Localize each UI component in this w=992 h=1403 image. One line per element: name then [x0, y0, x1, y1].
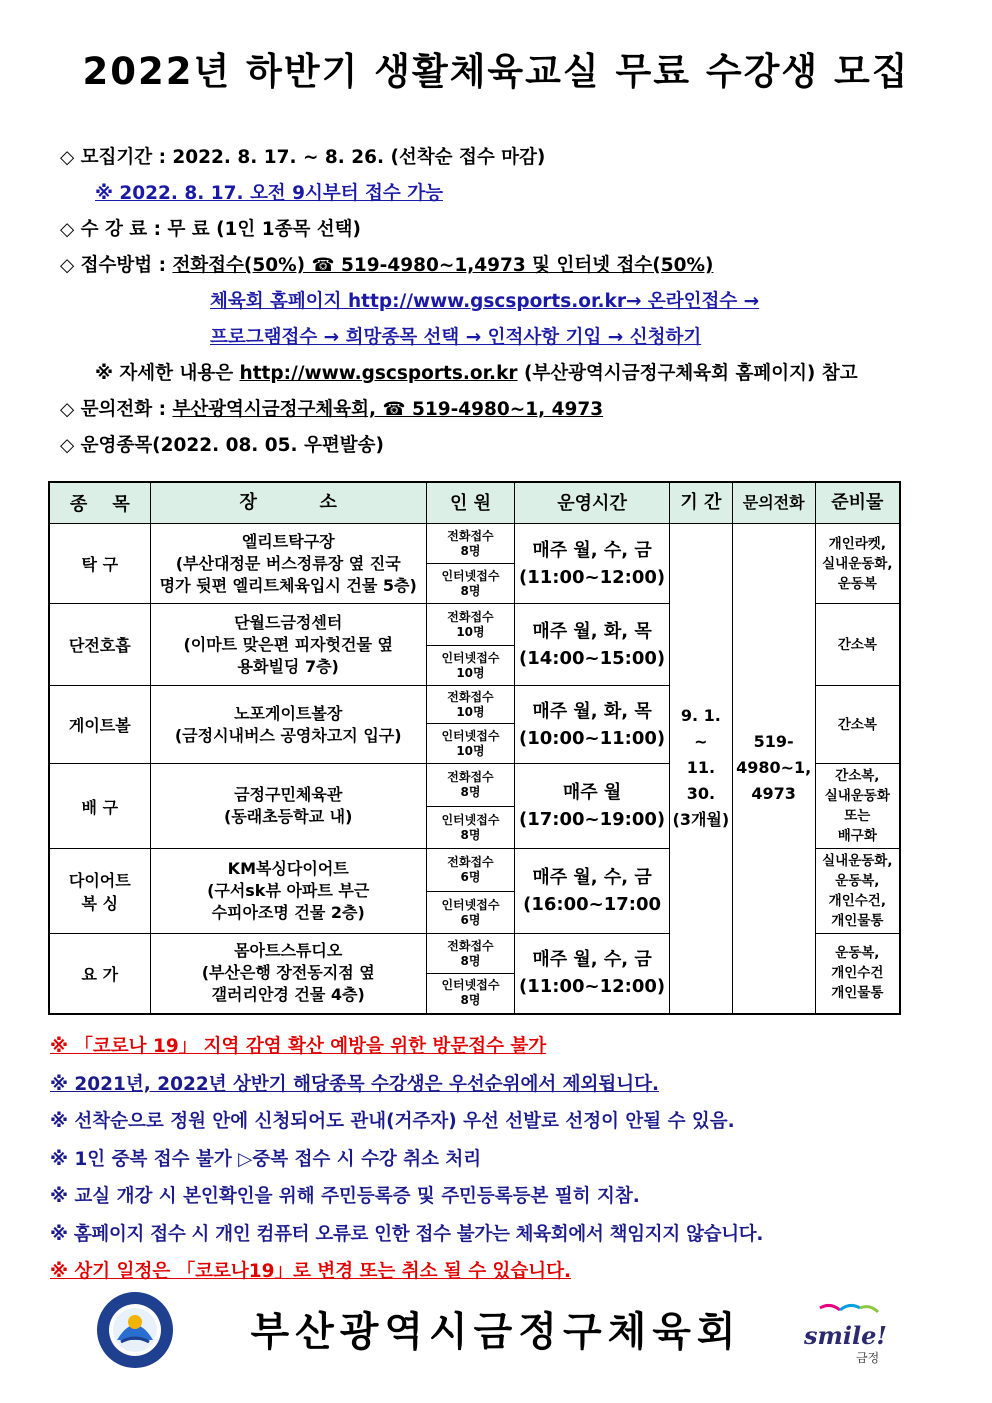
schedule-time-cell: 매주 월, 수, 금 (16:00~17:00: [515, 849, 670, 934]
internet-capacity-cell: 인터넷접수 6명: [426, 892, 514, 934]
internet-capacity-cell: 인터넷접수 8명: [426, 807, 514, 849]
table-row: [49, 524, 900, 564]
header-place: 장 소: [150, 482, 426, 524]
header-period: 기 간: [670, 482, 733, 524]
internet-capacity-cell: 인터넷접수 10명: [426, 646, 514, 686]
page-title: 2022년 하반기 생활체육교실 무료 수강생 모집: [82, 50, 910, 93]
schedule-time-cell: 매주 월, 화, 목 (14:00~15:00): [515, 604, 670, 686]
place-cell: 엘리트탁구장 (부산대정문 버스정류장 옆 진국 명가 뒷편 엘리트체육입시 건물 5층): [150, 524, 426, 604]
note-item: ※ 「코로나 19」 지역 감염 확산 예방을 위한 방문접수 불가: [50, 1036, 547, 1057]
detail-line: [60, 356, 960, 392]
place-cell: 금정구민체육관 (동래초등학교 내): [150, 764, 426, 849]
sport-kind-cell: 요 가: [49, 934, 150, 1014]
smile-geumjeong-logo: [800, 1300, 890, 1370]
header-kind: 종 목: [49, 482, 150, 524]
period-line: ◇ 모집기간 : 2022. 8. 17. ~ 8. 26. (선착순 접수 마감): [60, 147, 546, 168]
supplies-cell: 간소복: [815, 686, 900, 764]
info-section: [60, 140, 960, 464]
sport-kind-cell: 단전호흡: [49, 604, 150, 686]
fee-line: ◇ 수 강 료 : 무 료 (1인 1종목 선택): [60, 219, 361, 240]
programs-label: ◇ 운영종목(2022. 08. 05. 우편발송): [60, 435, 384, 456]
method-steps-line: 프로그램접수 → 희망종목 선택 → 인적사항 기입 → 신청하기: [210, 327, 702, 348]
org-name-footer: 부산광역시금정구체육회: [250, 1309, 742, 1355]
phone-capacity-cell: 전화접수 6명: [426, 849, 514, 892]
supplies-cell: 개인라켓, 실내운동화, 운동복: [815, 524, 900, 604]
method-prefix: ◇ 접수방법 :: [60, 255, 173, 276]
method-link-line[interactable]: 체육회 홈페이지 http://www.gscsports.or.kr→ 온라인접수 →: [210, 291, 760, 312]
contact-line: [60, 392, 960, 428]
header-time: 운영시간: [515, 482, 670, 524]
contact-prefix: ◇ 문의전화 :: [60, 399, 173, 420]
header-tel: 문의전화: [732, 482, 815, 524]
note-item: ※ 교실 개강 시 본인확인을 위해 주민등록증 및 주민등록등본 필히 지참.: [50, 1186, 640, 1207]
schedule-time-cell: 매주 월, 화, 목 (10:00~11:00): [515, 686, 670, 764]
program-table: [48, 481, 901, 1015]
phone-capacity-cell: 전화접수 8명: [426, 934, 514, 974]
supplies-cell: 실내운동화, 운동복, 개인수건, 개인물통: [815, 849, 900, 934]
supplies-cell: 간소복: [815, 604, 900, 686]
period-note: ※ 2022. 8. 17. 오전 9시부터 접수 가능: [95, 183, 443, 204]
place-cell: 몸아트스튜디오 (부산은행 장전동지점 옆 갤러리안경 건물 4층): [150, 934, 426, 1014]
sport-kind-cell: 배 구: [49, 764, 150, 849]
period-cell: 9. 1. ~ 11. 30. (3개월): [670, 524, 733, 1014]
schedule-time-cell: 매주 월 (17:00~19:00): [515, 764, 670, 849]
internet-capacity-cell: 인터넷접수 8명: [426, 974, 514, 1014]
smile-text: smile!: [804, 1321, 887, 1350]
smile-sub-text: 금정: [856, 1351, 880, 1365]
note-item: ※ 홈페이지 접수 시 개인 컴퓨터 오류로 인한 접수 불가는 체육회에서 책임지지 않습니다.: [50, 1223, 764, 1245]
phone-capacity-cell: 전화접수 8명: [426, 764, 514, 807]
detail-prefix: ※ 자세한 내용은: [95, 363, 240, 384]
detail-url-link[interactable]: http://www.gscsports.or.kr: [239, 363, 518, 384]
note-item: ※ 상기 일정은 「코로나19」로 변경 또는 취소 될 수 있습니다.: [50, 1261, 572, 1282]
notes-section: [50, 1028, 970, 1291]
header-prep: 준비물: [815, 482, 900, 524]
place-cell: 단월드금정센터 (이마트 맞은편 피자헛건물 옆 용화빌딩 7층): [150, 604, 426, 686]
method-line: [60, 248, 960, 284]
supplies-cell: 간소복, 실내운동화 또는 배구화: [815, 764, 900, 849]
sport-kind-cell: 탁 구: [49, 524, 150, 604]
contact-tel-cell: 519- 4980~1, 4973: [732, 524, 815, 1014]
phone-capacity-cell: 전화접수 10명: [426, 604, 514, 646]
supplies-cell: 운동복, 개인수건 개인물통: [815, 934, 900, 1014]
schedule-time-cell: 매주 월, 수, 금 (11:00~12:00): [515, 524, 670, 604]
internet-capacity-cell: 인터넷접수 10명: [426, 724, 514, 764]
phone-capacity-cell: 전화접수 10명: [426, 686, 514, 724]
note-item: ※ 선착순으로 정원 안에 신청되어도 관내(거주자) 우선 선발로 선정이 안될 수 있음.: [50, 1111, 735, 1132]
header-capacity: 인 원: [426, 482, 514, 524]
contact-text: 부산광역시금정구체육회, ☎ 519-4980~1, 4973: [172, 399, 604, 420]
internet-capacity-cell: 인터넷접수 8명: [426, 564, 514, 604]
note-item: ※ 1인 중복 접수 불가 ▷중복 접수 시 수강 취소 처리: [50, 1148, 482, 1170]
sport-kind-cell: 게이트볼: [49, 686, 150, 764]
note-item: ※ 2021년, 2022년 상반기 해당종목 수강생은 우선순위에서 제외됩니다.: [50, 1073, 660, 1095]
detail-suffix: (부산광역시금정구체육회 홈페이지) 참고: [517, 363, 858, 384]
schedule-time-cell: 매주 월, 수, 금 (11:00~12:00): [515, 934, 670, 1014]
place-cell: 노포게이트볼장 (금정시내버스 공영차고지 입구): [150, 686, 426, 764]
table-header-row: [49, 482, 900, 524]
phone-capacity-cell: 전화접수 8명: [426, 524, 514, 564]
place-cell: KM복싱다이어트 (구서sk뷰 아파트 부근 수피아조명 건물 2층): [150, 849, 426, 934]
sport-kind-cell: 다이어트 복 싱: [49, 849, 150, 934]
method-text: 전화접수(50%) ☎ 519-4980~1,4973 및 인터넷 접수(50%): [172, 255, 714, 276]
